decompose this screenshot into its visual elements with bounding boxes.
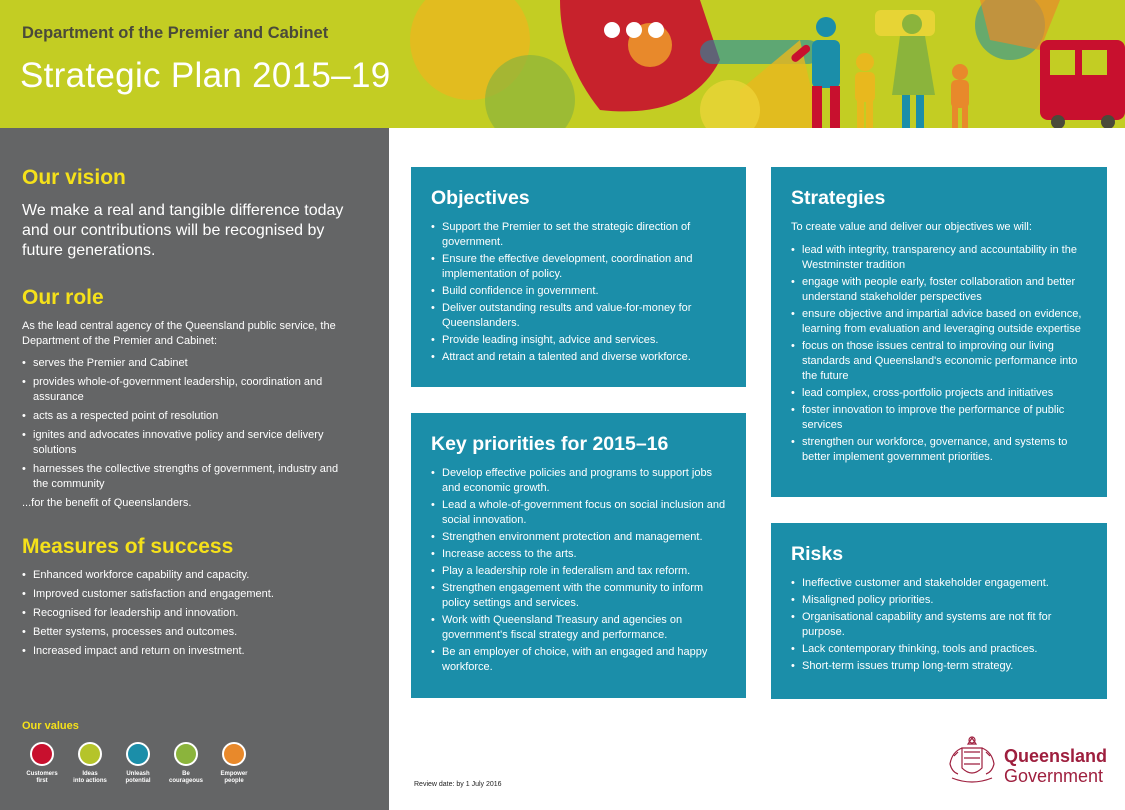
role-closing: ...for the benefit of Queenslanders.	[22, 497, 192, 509]
priorities-heading: Key priorities for 2015–16	[431, 433, 669, 455]
list-item: • Attract and retain a talented and diverse workforce.	[431, 350, 726, 365]
list-item: • Better systems, processes and outcomes.	[22, 625, 352, 640]
queensland-government-logo	[944, 734, 1114, 786]
list-item: • Deliver outstanding results and value-for-money for Queenslanders.	[431, 301, 726, 331]
value-label: Unleash potential	[125, 771, 151, 784]
list-item: • Develop effective policies and programs to support jobs and economic growth.	[431, 466, 726, 496]
list-item: • Ensure the effective development, coordination and implementation of policy.	[431, 252, 726, 282]
list-item: • Recognised for leadership and innovation.	[22, 606, 352, 621]
strategies-box	[771, 167, 1107, 497]
list-item: • lead complex, cross-portfolio projects and initiatives	[791, 386, 1087, 401]
list-item: • foster innovation to improve the performance of public services	[791, 403, 1087, 433]
list-item: • Misaligned policy priorities.	[791, 593, 1087, 608]
vision-text: We make a real and tangible difference today and our contributions will be recognised by future generations.	[22, 202, 344, 259]
be-courageous-icon	[174, 742, 198, 766]
empower-people-icon	[222, 742, 246, 766]
value-label: Customers first	[26, 771, 58, 784]
list-item: • Increased impact and return on investment.	[22, 644, 352, 659]
vision-heading: Our vision	[22, 166, 126, 189]
strategies-intro: To create value and deliver our objectives we will:	[791, 221, 1032, 233]
risks-box	[771, 523, 1107, 699]
strategies-list	[791, 243, 1087, 465]
risks-list	[791, 576, 1087, 674]
customers-first-icon	[30, 742, 54, 766]
priorities-box	[411, 413, 746, 698]
strategies-heading: Strategies	[791, 187, 886, 209]
list-item: • Ineffective customer and stakeholder engagement.	[791, 576, 1087, 591]
list-item: • Play a leadership role in federalism and tax reform.	[431, 564, 726, 579]
role-heading: Our role	[22, 286, 104, 309]
value-customers-first	[17, 742, 67, 785]
list-item: • serves the Premier and Cabinet	[22, 356, 352, 371]
list-item: • Provide leading insight, advice and services.	[431, 333, 726, 348]
unleash-potential-icon	[126, 742, 150, 766]
coat-of-arms-icon	[944, 734, 1000, 786]
values-row	[17, 742, 257, 802]
value-unleash-potential	[113, 742, 163, 785]
page-title: Strategic Plan 2015–19	[20, 56, 391, 95]
list-item: • Strengthen engagement with the community to inform policy settings and services.	[431, 581, 726, 611]
logo-wordmark: Queensland	[1004, 746, 1108, 766]
measures-heading: Measures of success	[22, 535, 234, 558]
priorities-list	[431, 466, 726, 675]
list-item: • Build confidence in government.	[431, 284, 726, 299]
list-item: • Increase access to the arts.	[431, 547, 726, 562]
list-item: • Improved customer satisfaction and engagement.	[22, 587, 352, 602]
list-item: • Strengthen environment protection and management.	[431, 530, 726, 545]
list-item: • Lack contemporary thinking, tools and practices.	[791, 642, 1087, 657]
list-item: • Organisational capability and systems are not fit for purpose.	[791, 610, 1087, 640]
list-item: • harnesses the collective strengths of government, industry and the community	[22, 462, 352, 492]
header-banner	[0, 0, 1125, 128]
role-list	[22, 356, 352, 496]
list-item: • ignites and advocates innovative policy and service delivery solutions	[22, 428, 352, 458]
values-heading: Our values	[22, 720, 79, 732]
list-item: • Be an employer of choice, with an engaged and happy workforce.	[431, 645, 726, 675]
list-item: • Short-term issues trump long-term strategy.	[791, 659, 1087, 674]
role-intro: As the lead central agency of the Queensland public service, the Department of the Premier and Cabinet:	[22, 320, 336, 347]
list-item: • acts as a respected point of resolution	[22, 409, 352, 424]
logo-subtitle: Government	[1004, 766, 1104, 786]
list-item: • Support the Premier to set the strategic direction of government.	[431, 220, 726, 250]
measures-list	[22, 568, 352, 663]
department-name: Department of the Premier and Cabinet	[22, 24, 329, 42]
list-item: • Work with Queensland Treasury and agencies on government's fiscal strategy and performance.	[431, 613, 726, 643]
risks-heading: Risks	[791, 543, 844, 565]
value-label: Empower people	[220, 771, 248, 784]
list-item: • Lead a whole-of-government focus on social inclusion and social innovation.	[431, 498, 726, 528]
value-empower-people	[209, 742, 259, 785]
list-item: • focus on those issues central to improving our living standards and Queensland's economic performance into the future	[791, 339, 1087, 384]
left-panel	[0, 128, 389, 810]
value-ideas-into-actions	[65, 742, 115, 785]
list-item: • engage with people early, foster collaboration and better understand stakeholder perspectives	[791, 275, 1087, 305]
ideas-into-actions-icon	[78, 742, 102, 766]
value-label: Ideas into actions	[73, 771, 107, 784]
review-date: Review date: by 1 July 2016	[414, 781, 502, 788]
list-item: • ensure objective and impartial advice based on evidence, learning from evaluation and leveraging outside expertise	[791, 307, 1087, 337]
objectives-heading: Objectives	[431, 187, 530, 209]
list-item: • lead with integrity, transparency and accountability in the Westminster tradition	[791, 243, 1087, 273]
list-item: • provides whole-of-government leadership, coordination and assurance	[22, 375, 352, 405]
value-label: Be courageous	[168, 771, 203, 784]
list-item: • Enhanced workforce capability and capacity.	[22, 568, 352, 583]
objectives-box	[411, 167, 746, 387]
value-be-courageous	[161, 742, 211, 785]
objectives-list	[431, 220, 726, 365]
list-item: • strengthen our workforce, governance, and systems to better implement government priorities.	[791, 435, 1087, 465]
